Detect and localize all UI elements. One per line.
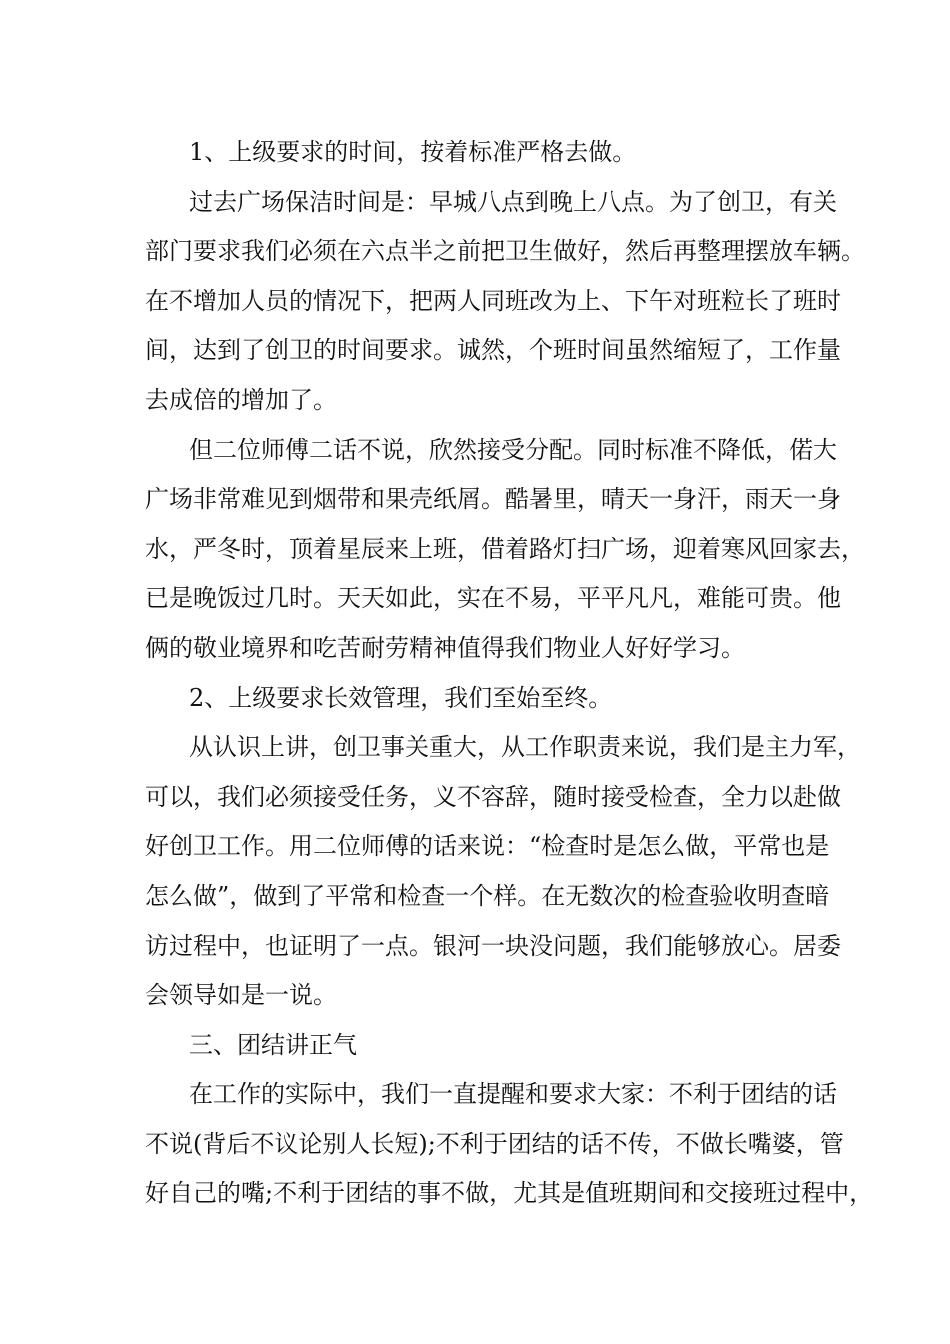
paragraph-line: 已是晚饭过几时。天天如此，实在不易，平平凡凡，难能可贵。他 <box>145 584 841 613</box>
document-body <box>145 128 874 1219</box>
paragraph-line: 不说(背后不议论别人长短);不利于团结的话不传，不做长嘴婆，管 <box>145 1129 844 1158</box>
paragraph-line: 俩的敬业境界和吃苦耐劳精神值得我们物业人好好学习。 <box>145 633 745 662</box>
paragraph-line: 从认识上讲，创卫事关重大，从工作职责来说，我们是主力军， <box>189 733 861 762</box>
paragraph-line: 过去广场保洁时间是：早城八点到晚上八点。为了创卫，有关 <box>189 187 837 216</box>
paragraph-line: 去成倍的增加了。 <box>145 385 337 414</box>
paragraph-line: 部门要求我们必须在六点半之前把卫生做好，然后再整理摆放车辆。 <box>145 237 865 266</box>
paragraph-line: 会领导如是一说。 <box>145 981 337 1010</box>
paragraph-line: 可以，我们必须接受任务，义不容辞，随时接受检查，全力以赴做 <box>145 782 841 811</box>
paragraph-line: 好自己的嘴;不利于团结的事不做，尤其是值班期间和交接班过程中， <box>145 1179 874 1208</box>
paragraph-line: 好创卫工作。用二位师傅的话来说：“检查时是怎么做，平常也是 <box>145 832 830 861</box>
paragraph-line: 怎么做”，做到了平常和检查一个样。在无数次的检查验收明查暗 <box>145 881 830 910</box>
paragraph-line: 在不增加人员的情况下，把两人同班改为上、下午对班粒长了班时 <box>145 286 841 315</box>
section-heading-2: 2、上级要求长效管理，我们至始至终。 <box>189 683 613 712</box>
paragraph-line: 访过程中，也证明了一点。银河一块没问题，我们能够放心。居委 <box>145 931 841 960</box>
paragraph-line: 但二位师傅二话不说，欣然接受分配。同时标准不降低，偌大 <box>189 435 837 464</box>
section-heading-3: 三、团结讲正气 <box>189 1030 357 1059</box>
paragraph-line: 间，达到了创卫的时间要求。诚然，个班时间虽然缩短了，工作量 <box>145 336 841 365</box>
section-heading-1: 1、上级要求的时间，按着标准严格去做。 <box>189 138 637 166</box>
paragraph-line: 水，严冬时，顶着星辰来上班，借着路灯扫广场，迎着寒风回家去， <box>145 534 865 563</box>
paragraph-line: 在工作的实际中，我们一直提醒和要求大家：不利于团结的话 <box>189 1080 837 1109</box>
paragraph-line: 广场非常难见到烟带和果壳纸屑。酷暑里，晴天一身汗，雨天一身 <box>145 485 841 514</box>
